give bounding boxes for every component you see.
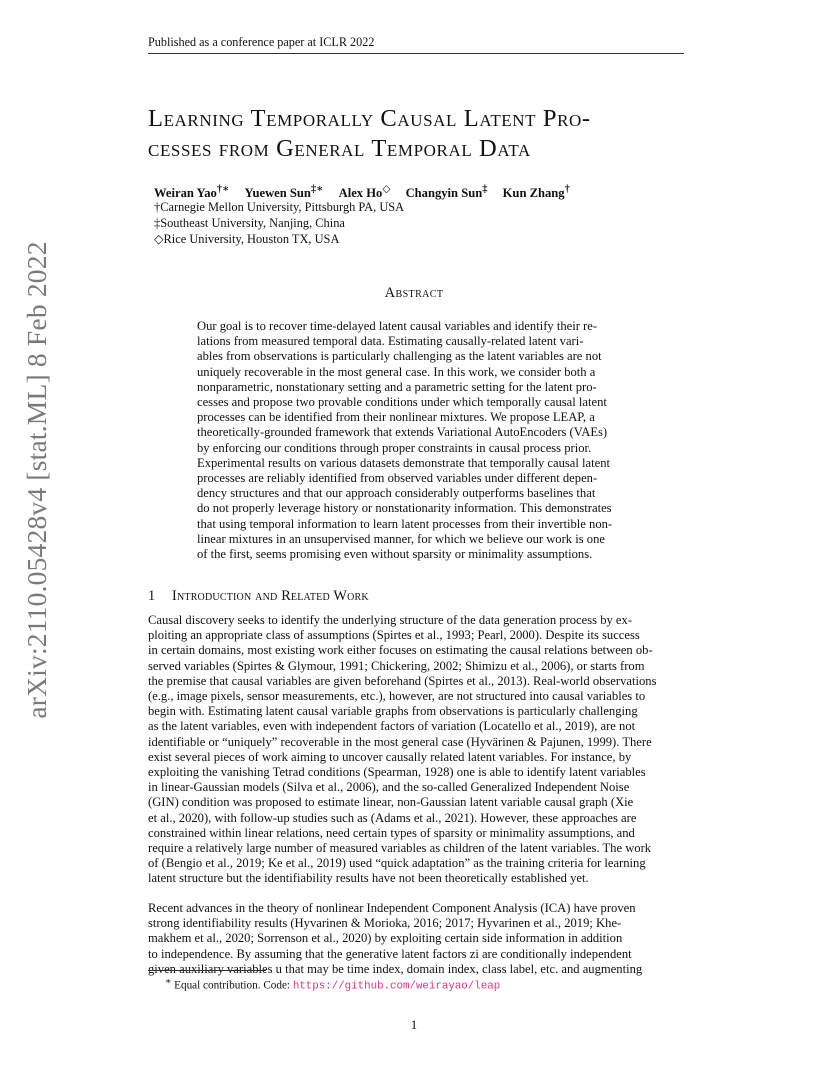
body-line: served variables (Spirtes & Glymour, 1991; Chickering, 2002; Shimizu et al., 2006), or starts from [148, 658, 645, 673]
author: Alex Ho◇ [338, 184, 391, 201]
footnote-rule [148, 970, 266, 971]
body-line: constrained within linear relations, need certain types of sparsity or minimality assumptions, and [148, 825, 635, 840]
title-line-2: cesses from General Temporal Data [148, 135, 531, 162]
abstract-body [197, 319, 637, 562]
body-line: latent structure but the identifiability results have not been theoretically established yet. [148, 871, 589, 886]
body-line: identifiable or “uniquely” recoverable in the most general case (Hyvärinen & Pajunen, 1999). There [148, 734, 652, 749]
title-line-1: Learning Temporally Causal Latent Pro- [148, 105, 591, 132]
author: Kun Zhang† [502, 184, 570, 201]
body-line: (e.g., image pixels, sensor measurements, etc.), however, are not structured into causal variables to [148, 689, 646, 704]
section-title: Introduction and Related Work [172, 588, 369, 604]
running-header: Published as a conference paper at ICLR 2022 [148, 34, 684, 54]
body-line: in linear-Gaussian models (Silva et al., 2006), and the so-called Generalized Independent Noise [148, 780, 630, 795]
author: Yuewen Sun‡∗ [244, 184, 324, 201]
body-line: begin with. Estimating latent causal variable graphs from observations is particularly challenging [148, 704, 638, 719]
body-line: (GIN) condition was proposed to estimate linear, non-Gaussian latent variable causal graph (Xie [148, 795, 634, 810]
abstract-line: lations from measured temporal data. Estimating causally-related latent vari- [197, 334, 584, 349]
author: Changyin Sun‡ [405, 184, 488, 201]
affiliation: ‡Southeast University, Nanjing, China [154, 216, 345, 230]
section-heading [148, 588, 369, 605]
footnote-text: Equal contribution. Code: [174, 979, 291, 992]
body-line: as the latent variables, even with independent factors of variation (Locatello et al., 2019), are not [148, 719, 636, 734]
abstract-line: Our goal is to recover time-delayed latent causal variables and identify their re- [197, 319, 598, 333]
abstract-heading: Abstract [384, 285, 444, 301]
abstract-line: nonparametric, nonstationary setting and a parametric setting for the latent pro- [197, 379, 597, 394]
body-line: Causal discovery seeks to identify the underlying structure of the data generation process by ex- [148, 613, 633, 627]
body-line: Recent advances in the theory of nonlinear Independent Component Analysis (ICA) have proven [148, 901, 636, 915]
code-link[interactable]: https://github.com/weirayao/leap [292, 980, 501, 993]
intro-paragraph [148, 613, 684, 887]
body-line: strong identifiability results (Hyvarinen & Morioka, 2016; 2017; Hyvarinen et al., 2019; Khe- [148, 916, 622, 931]
arxiv-sidebar [0, 0, 60, 1072]
abstract-line: theoretically-grounded framework that extends Variational AutoEncoders (VAEs) [197, 425, 608, 440]
body-line: require a relatively large number of measured variables as children of the latent variables. The work [148, 841, 652, 856]
author: Weiran Yao†∗ [154, 184, 230, 201]
abstract-line: cesses and propose two provable conditions under which temporally causal latent [197, 395, 607, 410]
abstract-line: by enforcing our conditions through proper constraints in causal process prior. [197, 440, 592, 455]
abstract-line: of the first, seems promising even without sparsity or minimality assumptions. [197, 547, 593, 562]
footnote [165, 976, 500, 993]
body-line: given auxiliary variables u that may be time index, domain index, class label, etc. and augmenting [148, 961, 643, 976]
body-line: exploiting the vanishing Tetrad conditions (Spearman, 1928) one is able to identify latent variables [148, 765, 646, 780]
body-line: to independence. By assuming that the generative latent factors zi are conditionally independent [148, 946, 632, 961]
body-line: of (Bengio et al., 2019; Ke et al., 2019) used “quick adaptation” as the training criteria for learning [148, 856, 646, 871]
body-line: the premise that causal variables are given beforehand (Spirtes et al., 2013). Real-world observations [148, 673, 657, 688]
arxiv-identifier[interactable]: arXiv:2110.05428v4 [stat.ML] 8 Feb 2022 [21, 241, 52, 719]
body-line: exist several pieces of work aiming to uncover causally related latent variables. For instance, by [148, 749, 632, 764]
abstract-line: do not properly leverage history or nonstationarity information. This demonstrates [197, 501, 612, 516]
body-line: ploiting an appropriate class of assumptions (Spirtes et al., 1993; Pearl, 2000). Despite its success [148, 628, 640, 643]
abstract-line: that using temporal information to learn latent processes from their invertible non- [197, 516, 613, 531]
recent-advances-paragraph [148, 901, 684, 977]
abstract-line: processes are reliably identified from observed variables under different depen- [197, 471, 598, 486]
body-line: et al., 2020), with follow-up studies such as (Adams et al., 2021). However, these approaches are [148, 810, 637, 825]
abstract-line: Experimental results on various datasets demonstrate that temporally causal latent [197, 455, 611, 470]
body-line: makhem et al., 2020; Sorrenson et al., 2020) by exploiting certain side information in addition [148, 931, 623, 946]
abstract-line: ables from observations is particularly challenging as the latent variables are not [197, 349, 602, 364]
abstract-line: linear mixtures in an unsupervised manner, for which we believe our work is one [197, 531, 605, 546]
affiliation: †Carnegie Mellon University, Pittsburgh PA, USA [154, 200, 405, 214]
page-number: 1 [410, 1018, 418, 1032]
section-number: 1 [148, 588, 156, 604]
abstract-line: processes can be identified from their nonlinear mixtures. We propose LEAP, a [197, 410, 595, 425]
footnote-mark: ∗ [165, 977, 172, 987]
abstract-line: dency structures and that our approach considerably outperforms baselines that [197, 486, 596, 501]
body-line: in certain domains, most existing work either focuses on estimating the causal relations between ob- [148, 643, 653, 658]
paper-title [148, 104, 688, 164]
affiliation: ◇Rice University, Houston TX, USA [154, 232, 340, 246]
abstract-line: uniquely recoverable in the most general case. In this work, we consider both a [197, 364, 596, 379]
